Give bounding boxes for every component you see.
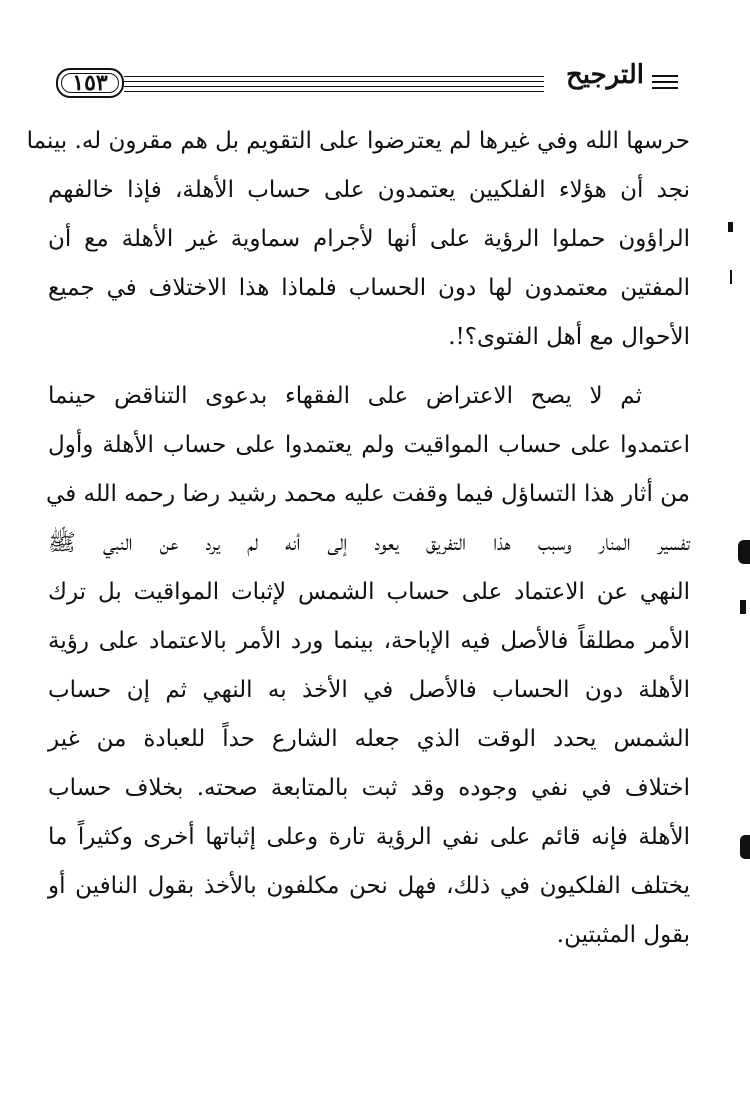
paragraph [48,372,690,960]
text-line: حرسها الله وفي غيرها لم يعترضوا على التقويم بل هم مقرون له. بينما [26,128,690,154]
page-number-badge [56,68,124,98]
chapter-title: الترجيح [565,60,645,90]
running-header [48,60,684,106]
text-line: المفتين معتمدون لها دون الحساب فلماذا هذا الاختلاف في جميع [48,275,690,301]
text-line: من أثار هذا التساؤل فيما وقفت عليه محمد رشيد رضا رحمه الله في [46,481,690,507]
text-line: الأحوال مع أهل الفتوى؟!. [448,324,690,350]
text-line: نجد أن هؤلاء الفلكيين يعتمدون على حساب الأهلة، فإذا خالفهم [48,177,690,203]
header-rule [124,76,544,77]
header-ornament [652,87,678,89]
text-line: الراؤون حملوا الرؤية على أنها لأجرام سماوية غير الأهلة مع أن [48,226,690,252]
page-number: ١٥٣ [72,70,108,96]
scan-margin-mark [738,540,750,564]
paragraph [26,117,690,362]
body-text [26,117,690,960]
scan-margin-mark [730,270,732,284]
text-line: النهي عن الاعتماد على حساب الشمس لإثبات المواقيت بل ترك [48,579,690,605]
header-rule [124,81,544,82]
text-line: اختلاف في نفي وجوده وقد ثبت بالمتابعة صحته. بخلاف حساب [48,775,690,801]
text-line: تفسير المنار وسبب هذا التفريق يعود إلى أنه لم يرد عن النبي ﷺ [48,530,690,556]
header-ornament [652,81,678,83]
text-line: الشمس يحدد الوقت الذي جعله الشارع حداً للعبادة من غير [48,726,690,752]
header-ornament [652,75,678,77]
text-line: الأهلة فإنه قائم على نفي الرؤية تارة وعلى إثباتها أخرى وكثيراً ما [48,824,690,850]
text-line: اعتمدوا على حساب المواقيت ولم يعتمدوا على حساب الأهلة وأول [48,432,690,458]
scan-margin-mark [728,222,733,232]
text-line: ثم لا يصح الاعتراض على الفقهاء بدعوى التناقض حينما [48,383,642,409]
header-rule [124,86,544,87]
scan-margin-mark [740,600,746,614]
text-line: يختلف الفلكيون في ذلك، فهل نحن مكلفون بالأخذ بقول النافين أو [48,873,690,899]
text-line: الأمر مطلقاً فالأصل فيه الإباحة، بينما ورد الأمر بالاعتماد على رؤية [48,628,690,654]
header-rule [124,91,544,92]
text-line: الأهلة دون الحساب فالأصل في الأخذ به النهي ثم إن حساب [48,677,690,703]
text-line: بقول المثبتين. [556,922,690,948]
scan-margin-mark [740,835,750,859]
